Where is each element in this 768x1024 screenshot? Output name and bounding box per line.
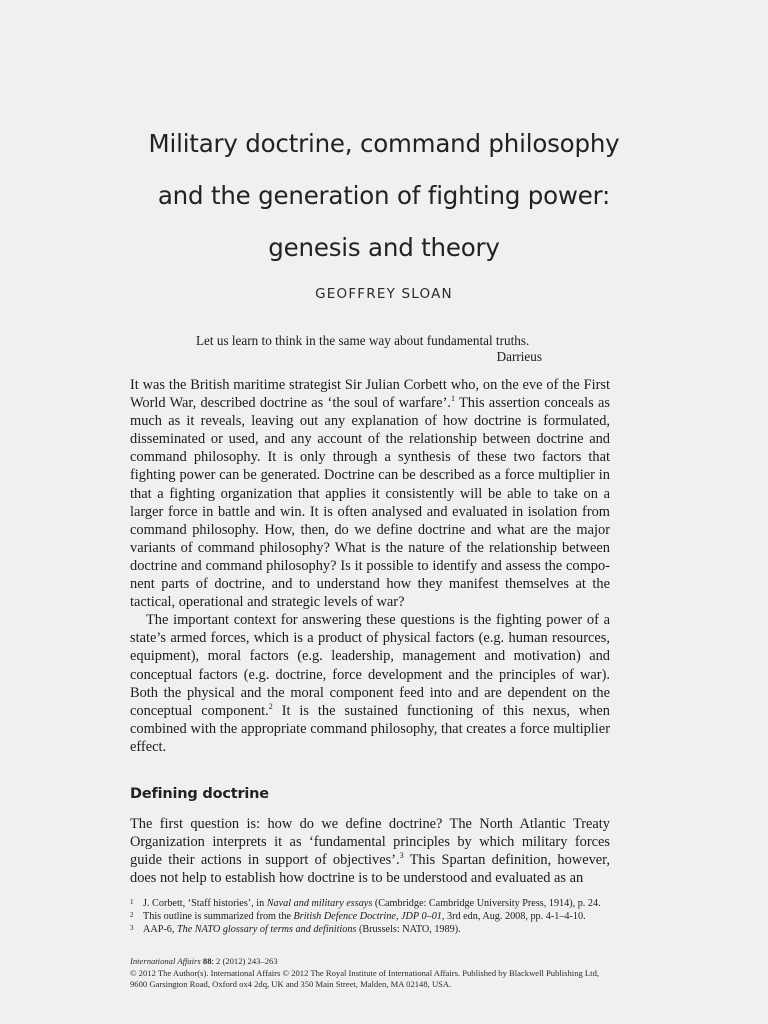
footnote-2 — [130, 910, 610, 923]
footnote-post: , 3rd edn, Aug. 2008, pp. 4-1–4-10. — [441, 911, 586, 923]
epigraph-quote: Let us learn to think in the same way about fundamental truths. — [196, 333, 530, 348]
paragraph-2 — [130, 611, 610, 756]
section-paragraph-text-a: The first question is: how do we define doctrine? The North Atlantic Treaty Organization interprets it as ‘fundamental principles by which military forces guide their actions in support of objectives’. — [130, 816, 610, 869]
paragraph-1-text-b: This assertion conceals as much as it reveals, leaving out any explanation of how doctrine is formulated, disseminated or used, and any account of the relationship between doctrine and command philosophy. It is only through a synthesis of these two factors that fighting power can be generated. Doctrine can be described as a force multiplier in that a fighting organization that applies it consistently will be able to take on a larger force in battle and win. It is often analysed and evaluated in isolation from command philosophy. How, then, do we define doctrine and what are the major variants of command philosophy? What is the nature of the relationship between doctrine and command philosophy? Is it possible to identify and assess the component parts of doctrine, and to understand how they manifest themselves at the tactical, operational and strategic levels of war? — [130, 395, 610, 611]
footnote-pre: AAP-6, — [143, 924, 177, 936]
footnote-pre: This outline is summarized from the — [143, 911, 294, 923]
title-line-1: Military doctrine, command philosophy — [148, 129, 620, 158]
footnotes — [130, 897, 610, 937]
journal-citation — [130, 956, 618, 968]
footnote-text — [143, 897, 601, 910]
journal-issue: : 2 (2012) 243–263 — [211, 956, 278, 966]
paragraph-2-text-a: The important context for answering these questions is the fighting power of a state’s armed forces, which is a product of physical factors (e.g. human resources, equipment), moral factors (e.g. leadership, management and motivation) and conceptual factors (e.g. doctrine, force development and the principles of war). Both the physical and the moral component feed into and are dependent on the conceptual component. — [130, 612, 610, 719]
journal-footer — [130, 956, 618, 991]
footnote-number: 3 — [130, 924, 134, 933]
footnote-1 — [130, 897, 610, 910]
footnote-number: 2 — [130, 911, 134, 920]
paragraph-1-text-a: It was the British maritime strategist Sir Julian Corbett who, on the eve of the First World War, described doctrine as ‘the soul of warfare’. — [130, 377, 610, 412]
title-line-3: genesis and theory — [268, 233, 500, 262]
footnote-3 — [130, 923, 610, 936]
footnote-ref-1: 1 — [450, 394, 455, 404]
copyright-notice: © 2012 The Author(s). International Affairs © 2012 The Royal Institute of International Affairs. Published by Blackwell Publishing Ltd, 9600 Garsington Road, Oxford ox4 2dq, UK and 350 Main Street, Malden, MA 02148, USA. — [130, 967, 600, 990]
journal-name: International Affairs — [130, 956, 201, 966]
footnote-title: British Defence Doctrine, JDP 0–01 — [293, 911, 442, 923]
footnote-number: 1 — [130, 898, 134, 906]
section-body — [130, 815, 610, 887]
intro-body — [130, 376, 610, 756]
article-title — [60, 118, 708, 274]
footnote-text — [143, 910, 586, 923]
footnote-text — [143, 923, 461, 936]
footnote-ref-3: 3 — [399, 851, 404, 861]
footnote-pre: J. Corbett, ‘Staff histories’, in — [143, 898, 267, 909]
section-heading: Defining doctrine — [130, 786, 269, 802]
footnote-ref-2: 2 — [268, 701, 273, 711]
epigraph-attribution: Darrieus — [496, 349, 542, 364]
section-paragraph — [130, 815, 610, 887]
journal-volume: 88 — [200, 956, 212, 966]
epigraph — [196, 333, 542, 365]
title-line-2: and the generation of fighting power: — [157, 181, 611, 210]
paragraph-1 — [130, 376, 610, 611]
footnote-title: Naval and military essays — [266, 898, 373, 909]
footnote-title: The NATO glossary of terms and definitions — [176, 924, 357, 936]
footnote-post: (Brussels: NATO, 1989). — [356, 924, 461, 936]
footnote-post: (Cambridge: Cambridge University Press, 1914), p. 24. — [372, 898, 601, 909]
paragraph-2-text-b: It is the sustained functioning of this nexus, when combined with the appropriate command philosophy, that creates a force multiplier effect. — [130, 702, 610, 755]
section-paragraph-text-b: This Spartan definition, however, does not help to establish how doctrine is to be understood and evaluated as an — [130, 852, 611, 887]
author-name: GEOFFREY SLOAN — [315, 286, 453, 302]
